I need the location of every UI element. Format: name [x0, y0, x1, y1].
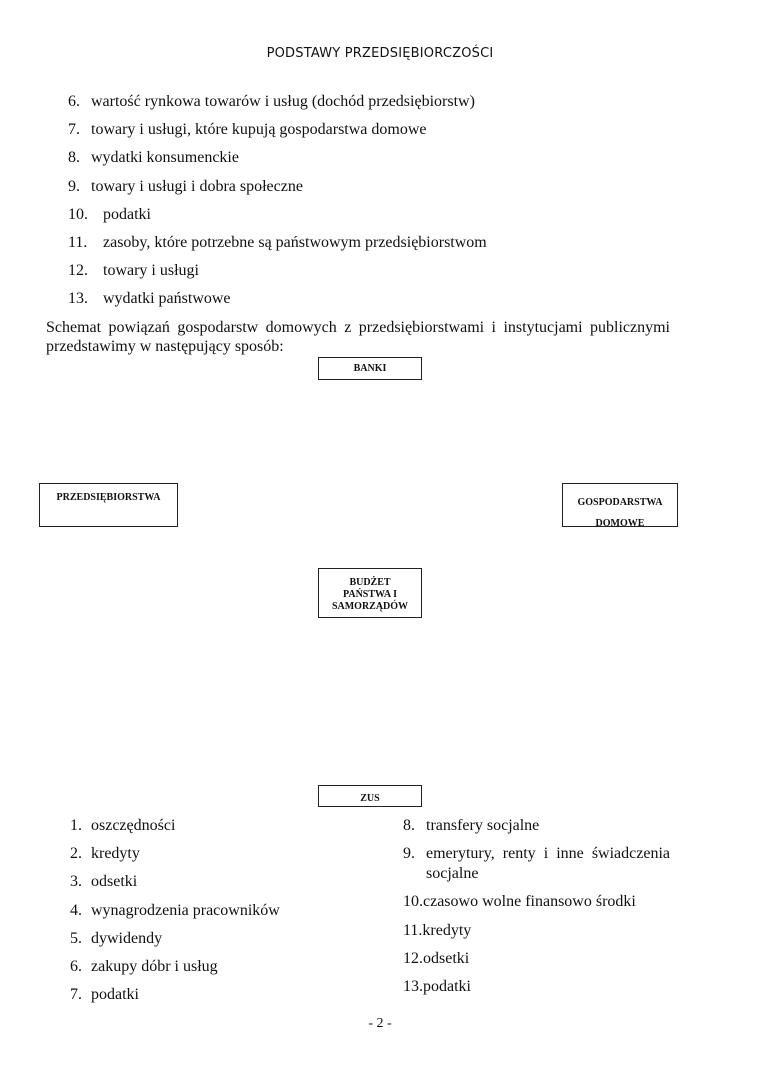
list-item [68, 233, 487, 261]
box-budzet [318, 568, 422, 618]
box-zus-label: ZUS [360, 793, 380, 804]
list-item [68, 148, 487, 176]
list-item [403, 844, 670, 884]
list-item [68, 261, 487, 289]
page-number: - 2 - [368, 1016, 392, 1031]
item-text: zasoby, które potrzebne są państwowym przedsiębiorstwom [103, 233, 487, 251]
item-number: 7. [68, 121, 80, 139]
box-budzet-label-line2: PAŃSTWA I [343, 589, 397, 600]
item-text: zakupy dóbr i usług [91, 957, 218, 975]
item-text: kredyty [91, 845, 140, 863]
item-text: wartość rynkowa towarów i usług (dochód przedsiębiorstw) [91, 93, 475, 110]
item-number: 13. [403, 977, 423, 995]
list-item [403, 921, 670, 941]
box-budzet-label-line1: BUDŻET [349, 577, 391, 588]
list-item [70, 872, 280, 900]
list-item [70, 901, 280, 929]
item-number: 9. [403, 845, 415, 863]
item-number: 10. [68, 205, 88, 223]
item-text: wydatki państwowe [103, 290, 231, 308]
list-item [70, 929, 280, 957]
item-text: podatki [91, 986, 139, 1004]
item-text: transfery socjalne [426, 817, 540, 834]
list-item [403, 816, 670, 836]
item-text: wynagrodzenia pracowników [91, 901, 280, 919]
box-gospodarstwa-domowe [562, 483, 678, 527]
item-number: 12. [68, 262, 88, 280]
list-item [68, 177, 487, 205]
item-text: wydatki konsumenckie [91, 149, 239, 167]
item-number: 1. [70, 817, 82, 834]
item-text: oszczędności [91, 817, 176, 834]
box-gospodarstwa-label-line2: DOMOWE [595, 518, 645, 529]
list-item [68, 205, 487, 233]
box-przedsiebiorstwa [39, 483, 178, 527]
box-przedsiebiorstwa-label: PRZEDSIĘBIORSTWA [56, 492, 161, 503]
list-item [70, 985, 280, 1013]
item-number: 6. [68, 93, 80, 110]
item-text: dywidendy [91, 929, 163, 947]
item-text: odsetki [423, 949, 470, 967]
item-number: 11. [403, 921, 423, 939]
list-item [403, 892, 670, 912]
item-number: 13. [68, 290, 88, 308]
item-number: 8. [403, 817, 415, 834]
item-number: 2. [70, 845, 82, 863]
item-text: towary i usługi i dobra społeczne [91, 177, 303, 195]
item-number: 6. [70, 957, 82, 975]
box-gospodarstwa-label-line1: GOSPODARSTWA [577, 497, 663, 508]
item-number: 10. [403, 893, 423, 911]
list-item [403, 977, 670, 997]
legend-list-right [403, 816, 670, 1005]
top-numbered-list [68, 92, 487, 318]
page-header: PODSTAWY PRZEDSIĘBIORCZOŚCI [266, 46, 494, 61]
box-banki-label: BANKI [353, 363, 387, 374]
box-budzet-label-line3: SAMORZĄDÓW [331, 601, 409, 612]
item-text: odsetki [91, 873, 138, 891]
item-number: 7. [70, 986, 82, 1004]
item-text: towary i usługi, które kupują gospodarstwa domowe [91, 121, 427, 139]
box-zus [318, 785, 422, 807]
item-text: czasowo wolne finansowo środki [423, 893, 636, 911]
intro-paragraph: Schemat powiązań gospodarstw domowych z przedsiębiorstwami i instytucjami publicznymi przedstawimy w następujący sposób: [46, 319, 670, 355]
item-number: 12. [403, 949, 423, 967]
item-number: 3. [70, 873, 82, 891]
item-number: 11. [68, 233, 88, 251]
list-item [403, 949, 670, 969]
item-text: towary i usługi [103, 262, 199, 280]
item-text: podatki [103, 205, 151, 223]
list-item [70, 844, 280, 872]
list-item [70, 957, 280, 985]
box-banki [318, 357, 422, 380]
item-number: 4. [70, 901, 82, 919]
legend-list-left [70, 816, 280, 1013]
list-item [68, 92, 487, 120]
item-number: 9. [68, 177, 80, 195]
item-text: emerytury, renty i inne świadczenia socjalne [426, 845, 670, 883]
list-item [68, 120, 487, 148]
list-item [68, 289, 487, 317]
list-item [70, 816, 280, 844]
item-text: podatki [423, 977, 471, 995]
item-text: kredyty [422, 921, 472, 939]
item-number: 5. [70, 929, 82, 947]
item-number: 8. [68, 149, 80, 167]
